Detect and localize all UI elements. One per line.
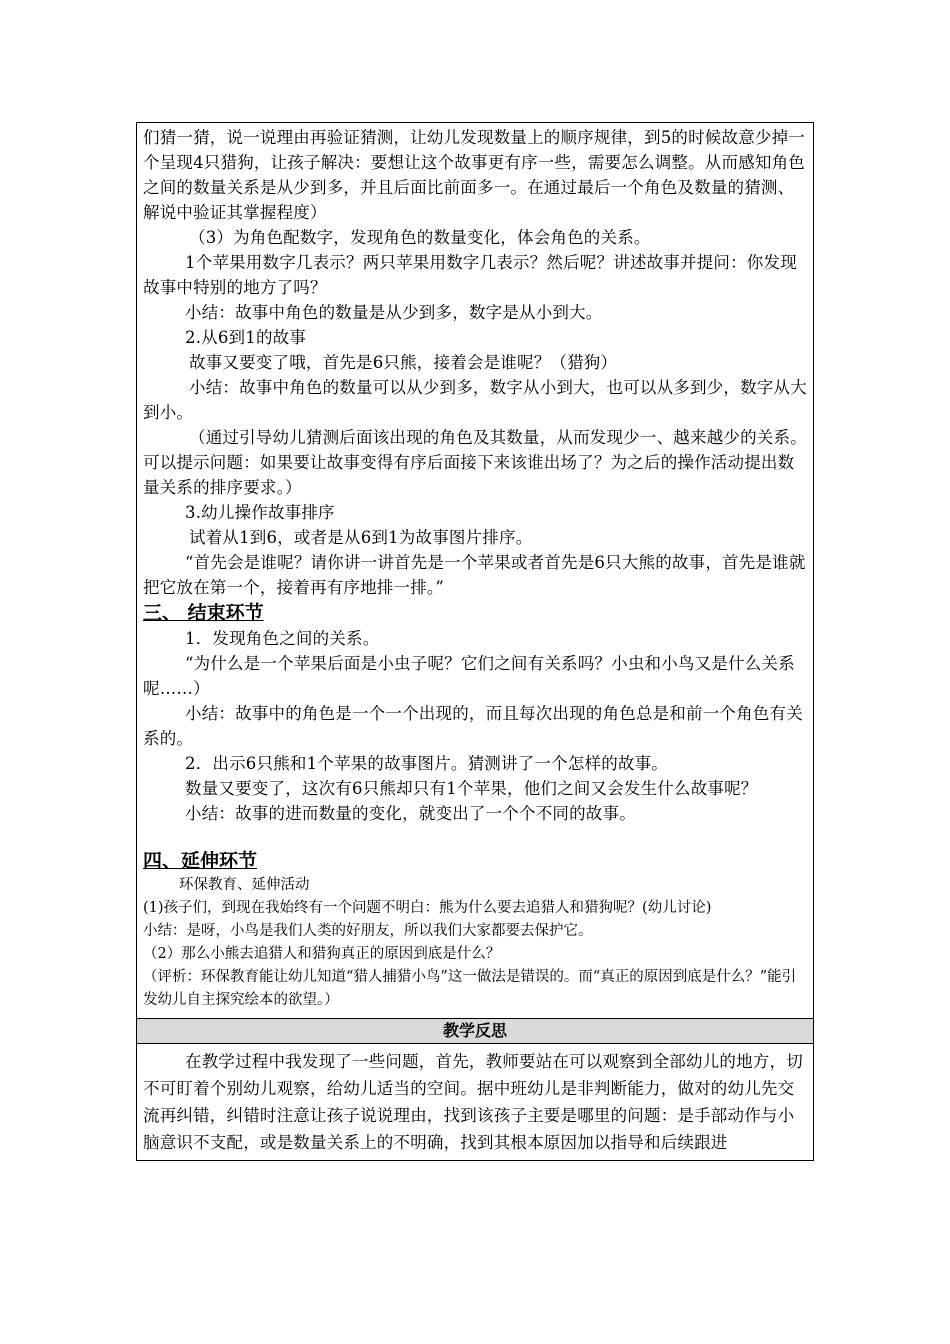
lesson-content-cell <box>137 123 813 1018</box>
spacer <box>143 826 807 848</box>
paragraph: （评析：环保教育能让幼儿知道“猎人捕猎小鸟”这一做法是错误的。而“真正的原因到底是什么？”能引发幼儿自主探究绘本的欲望。） <box>143 969 797 1008</box>
reflection-header: 教学反思 <box>137 1018 813 1044</box>
paragraph: 1个苹果用数字几表示？两只苹果用数字几表示？然后呢？讲述故事并提问：你发现故事中特别的地方了吗？ <box>143 253 797 297</box>
paragraph: （2）那么小熊去追猎人和猎狗真正的原因到底是什么？ <box>143 946 501 962</box>
paragraph: （3）为角色配数字，发现角色的数量变化，体会角色的关系。 <box>189 228 651 247</box>
reflection-cell <box>137 1044 813 1160</box>
lesson-table <box>136 122 814 1161</box>
paragraph: 小结：是呀，小鸟是我们人类的好朋友，所以我们大家都要去保护它。 <box>143 923 593 939</box>
paragraph: 1．发现角色之间的关系。 <box>185 629 380 648</box>
paragraph: 3.幼儿操作故事排序 <box>185 503 335 522</box>
section-heading-extension: 四、延伸环节 <box>143 850 258 872</box>
paragraph: 们猜一猜，说一说理由再验证猜测，让幼儿发现数量上的顺序规律，到5的时候故意少掉一个呈现4只猎狗，让孩子解决：要想让这个故事更有序一些，需要怎么调整。从而感知角色之间的数量关系是从少到多，并且后面比前面多一。在通过最后一个角色及数量的猜测、解说中验证其掌握程度） <box>143 128 805 222</box>
reflection-text: 在教学过程中我发现了一些问题，首先，教师要站在可以观察到全部幼儿的地方，切不可盯着个别幼儿观察，给幼儿适当的空间。据中班幼儿是非判断能力，做对的幼儿先交流再纠错，纠错时注意让孩子说说理由，找到该孩子主要是哪里的问题：是手部动作与小脑意识不支配，或是数量关系上的不明确，找到其根本原因加以指导和后续跟进 <box>143 1052 803 1152</box>
paragraph: 故事又要变了哦，首先是6只熊，接着会是谁呢？（猎狗） <box>189 353 618 372</box>
paragraph: 小结：故事中角色的数量是从少到多，数字是从小到大。 <box>185 303 603 322</box>
paragraph: 试着从1到6，或者是从6到1为故事图片排序。 <box>189 528 533 547</box>
paragraph: （通过引导幼儿猜测后面该出现的角色及其数量，从而发现少一、越来越少的关系。可以提示问题：如果要让故事变得有序后面接下来该谁出场了？为之后的操作活动提出数量关系的排序要求。） <box>143 428 807 497</box>
paragraph: 小结：故事中的角色是一个一个出现的，而且每次出现的角色总是和前一个角色有关系的。 <box>143 704 803 748</box>
paragraph: 数量又要变了，这次有6只熊却只有1个苹果，他们之间又会发生什么故事呢？ <box>185 779 758 798</box>
paragraph: 2.从6到1的故事 <box>185 328 307 347</box>
paragraph: 环保教育、延伸活动 <box>179 877 310 893</box>
paragraph: 小结：故事的进而数量的变化，就变出了一个个不同的故事。 <box>185 804 636 823</box>
paragraph: “为什么是一个苹果后面是小虫子呢？它们之间有关系吗？小虫和小鸟又是什么关系呢……） <box>143 654 795 698</box>
paragraph: (1)孩子们，到现在我始终有一个问题不明白：熊为什么要去追猎人和猎狗呢？(幼儿讨论) <box>143 900 712 916</box>
paragraph: “首先会是谁呢？请你讲一讲首先是一个苹果或者首先是6只大熊的故事，首先是谁就把它放在第一个，接着再有序地排一排。” <box>143 553 806 597</box>
paragraph: 小结：故事中角色的数量可以从少到多，数字从小到大，也可以从多到少，数字从大到小。 <box>143 378 807 422</box>
section-heading-closing: 三、 结束环节 <box>143 602 264 624</box>
paragraph: 2．出示6只熊和1个苹果的故事图片。猜测讲了一个怎样的故事。 <box>185 754 668 773</box>
